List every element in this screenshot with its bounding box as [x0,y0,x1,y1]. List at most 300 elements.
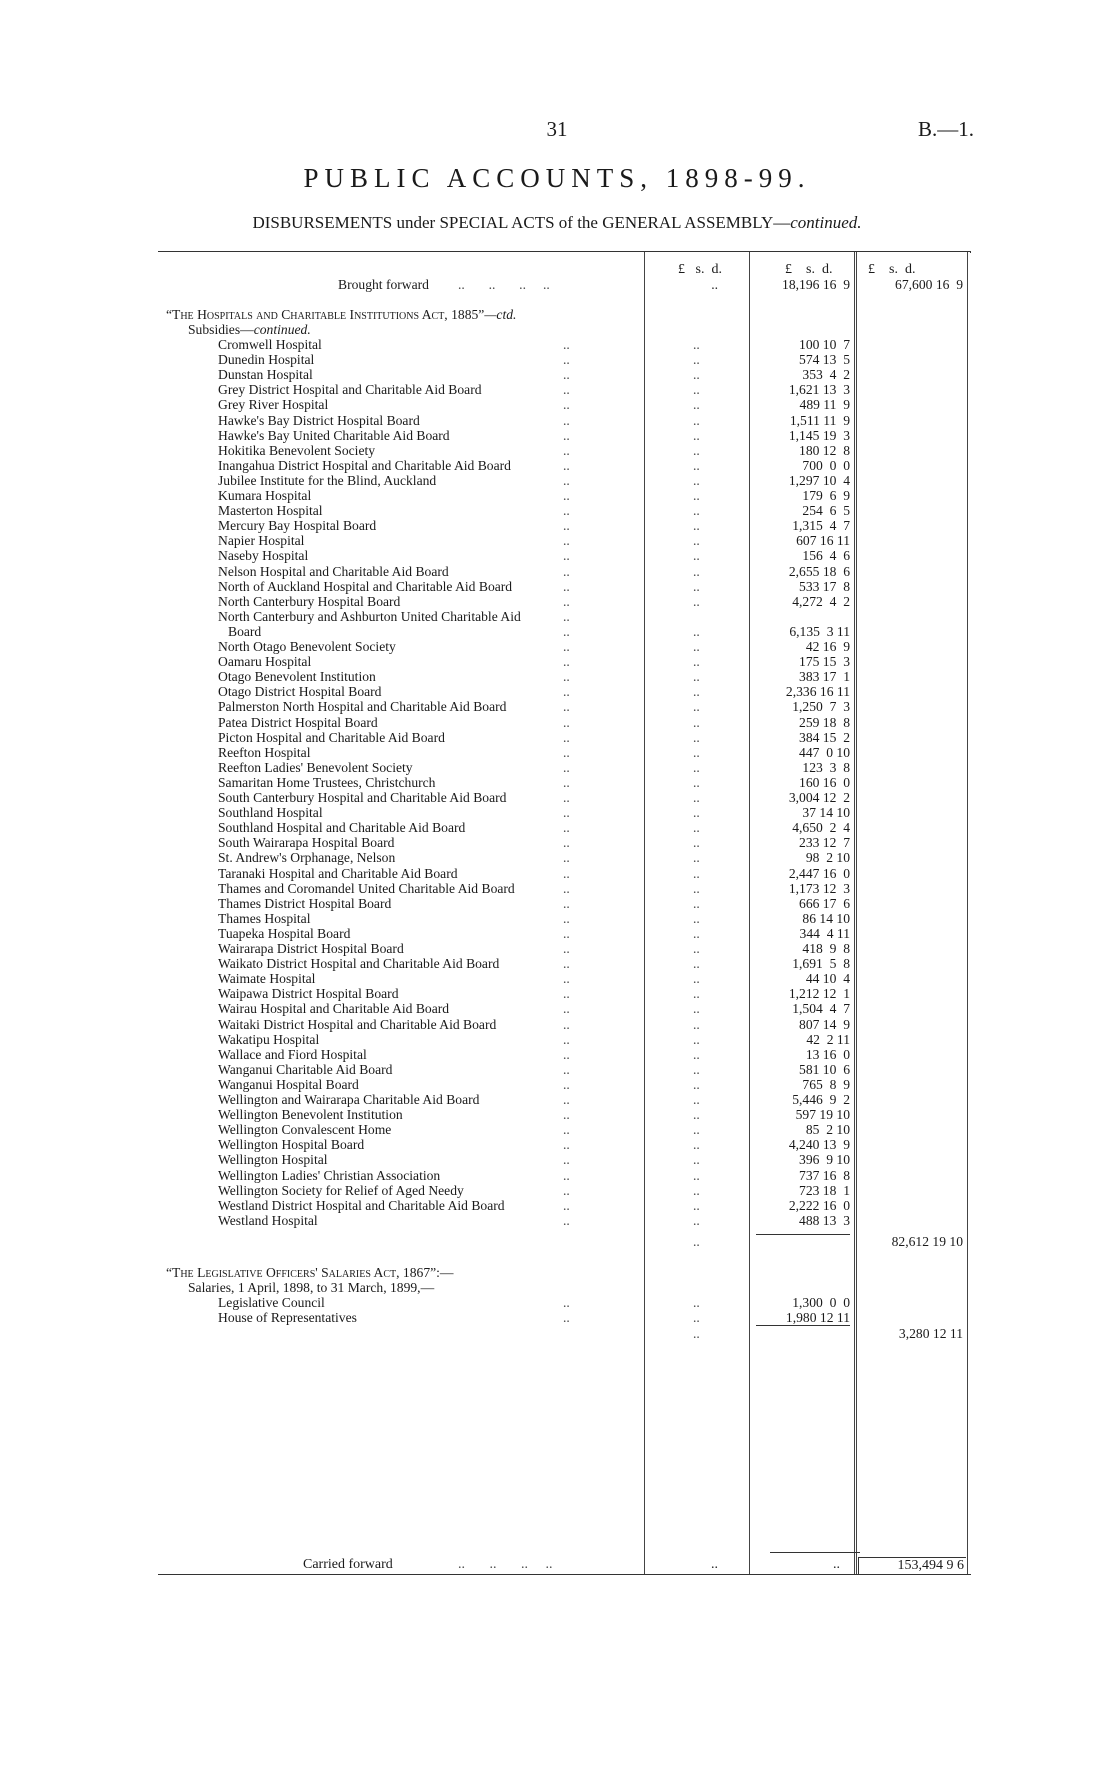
leader-dots: .. [693,986,700,1002]
brought-forward-col2: 18,196 16 9 [782,277,850,292]
leader-dots: .. [693,548,700,564]
item-label: Masterton Hospital [218,503,323,519]
table-row [158,956,971,971]
section1-total: 82,612 19 10 [891,1234,963,1249]
item-amount: 447 0 10 [799,744,850,760]
leader-dots: .. [693,1295,700,1310]
leader-dots: .. [563,608,570,624]
item-amount: 488 13 3 [799,1212,850,1228]
item-label: Reefton Hospital [218,744,311,760]
item-amount: 666 17 6 [799,895,850,911]
carried-forward-col2: .. [833,1557,840,1572]
leader-dots: .. .. .. .. [458,1557,553,1572]
leader-dots: .. [693,714,700,730]
table-row [158,1310,971,1325]
table-row [158,790,971,805]
table-row [158,866,971,881]
leader-dots: .. [693,1197,700,1213]
leader-dots: .. [563,578,570,594]
item-label: Waipawa District Hospital Board [218,986,399,1002]
leader-dots: .. [563,1107,570,1123]
leader-dots: .. [563,820,570,836]
item-label: South Canterbury Hospital and Charitable Aid Board [218,790,507,805]
section1-ctd: —ctd. [484,307,517,322]
leader-dots: .. [563,1152,570,1168]
table-row [158,428,971,443]
brought-forward-label: Brought forward [338,277,429,292]
item-label: North Otago Benevolent Society [218,639,396,654]
leader-dots: .. [693,1122,700,1138]
item-amount: 123 3 8 [802,759,850,775]
leader-dots: .. [693,729,700,745]
leader-dots: .. [563,563,570,579]
table-row [158,699,971,714]
item-amount: 2,447 16 0 [788,865,850,881]
leader-dots: .. [563,1016,570,1032]
leader-dots: .. [563,1122,570,1138]
item-amount: 1,621 13 3 [788,382,850,398]
leader-dots: .. [563,654,570,670]
section2-salaries: Salaries, 1 April, 1898, to 31 March, 1899,— [188,1280,435,1295]
leader-dots: .. [563,805,570,821]
table-row [158,654,971,669]
carried-rule [770,1552,860,1553]
item-label: Inangahua District Hospital and Charitable Aid Board [218,457,511,473]
item-label: Dunedin Hospital [218,352,315,368]
item-amount: 175 15 3 [799,654,850,670]
item-amount: 1,212 12 1 [788,986,850,1002]
item-amount: 1,173 12 3 [788,880,850,896]
table-row [158,337,971,352]
item-amount: 574 13 5 [799,352,850,368]
item-label: Hawke's Bay United Charitable Aid Board [218,427,450,443]
table-row [158,1107,971,1122]
item-label: Wellington Hospital [218,1152,328,1168]
leader-dots: .. [563,1046,570,1062]
leader-dots: .. [693,1182,700,1198]
leader-dots: .. [563,835,570,851]
item-label: Taranaki Hospital and Charitable Aid Board [218,865,458,881]
leader-dots: .. [693,503,700,519]
leader-dots: .. [693,457,700,473]
table-row [158,805,971,820]
section2-total-row [158,1326,971,1341]
item-label: Thames and Coromandel United Charitable Aid Board [218,880,515,896]
item-label: North Canterbury and Ashburton United Charitable Aid [218,608,521,624]
leader-dots: .. [693,925,700,941]
table-row [158,775,971,790]
leader-dots: .. [563,790,570,805]
brought-forward-col1: .. [711,277,718,292]
table-row [158,896,971,911]
leader-dots: .. .. .. .. [458,277,550,292]
item-label: Hokitika Benevolent Society [218,442,376,458]
leader-dots: .. [693,1031,700,1047]
item-label: South Wairarapa Hospital Board [218,835,395,851]
subtitle-text: DISBURSEMENTS under SPECIAL ACTS of the GENERAL ASSEMBLY— [252,213,791,232]
item-label: St. Andrew's Orphanage, Nelson [218,850,396,866]
leader-dots: .. [693,1212,700,1228]
table-row [158,1001,971,1016]
item-amount: 2,655 18 6 [788,563,850,579]
item-amount: 100 10 7 [799,337,850,352]
table-row [158,518,971,533]
item-label: Picton Hospital and Charitable Aid Board [218,729,445,745]
item-amount: 6,135 3 11 [789,623,850,639]
item-amount: 807 14 9 [799,1016,850,1032]
leader-dots: .. [693,941,700,956]
brought-forward-row [158,277,971,292]
item-label: Wallace and Fiord Hospital [218,1046,367,1062]
item-label: Nelson Hospital and Charitable Aid Board [218,563,449,579]
leader-dots: .. [563,639,570,654]
leader-dots: .. [563,699,570,715]
leader-dots: .. [693,759,700,775]
table-row [158,624,971,639]
leader-dots: .. [563,457,570,473]
item-label: Wakatipu Hospital [218,1031,320,1047]
carried-forward-row [158,1557,971,1573]
leader-dots: .. [563,1092,570,1107]
leader-dots: .. [693,367,700,383]
item-label: Southland Hospital and Charitable Aid Board [218,820,466,836]
item-amount: 13 16 0 [805,1046,850,1062]
leader-dots: .. [693,1234,700,1249]
item-amount: 396 9 10 [799,1152,850,1168]
item-amount: 233 12 7 [799,835,850,851]
section2-heading [158,1265,971,1280]
carried-forward-col1: .. [711,1557,718,1572]
table-row [158,1122,971,1137]
leader-dots: .. [563,1212,570,1228]
carried-forward-col3: 153,494 9 6 [858,1557,966,1575]
subtitle-continued: continued. [790,213,862,232]
leader-dots: .. [693,956,700,972]
item-amount: 607 16 11 [796,533,850,549]
leader-dots: .. [693,397,700,413]
table-row [158,835,971,850]
item-label: Palmerston North Hospital and Charitable Aid Board [218,699,507,715]
leader-dots: .. [563,1061,570,1077]
leader-dots: .. [563,1137,570,1153]
table-row [158,639,971,654]
item-amount: 2,336 16 11 [785,684,850,700]
item-label: Legislative Council [218,1295,325,1310]
item-label: Grey District Hospital and Charitable Aid Board [218,382,482,398]
leader-dots: .. [563,714,570,730]
item-amount: 4,240 13 9 [788,1137,850,1153]
leader-dots: .. [693,820,700,836]
leader-dots: .. [693,488,700,503]
leader-dots: .. [563,1167,570,1183]
table-row [158,382,971,397]
leader-dots: .. [563,518,570,534]
table-row [158,564,971,579]
item-label: Wairau Hospital and Charitable Aid Board [218,1001,450,1017]
item-amount: 1,300 0 0 [792,1295,850,1310]
item-amount: 581 10 6 [799,1061,850,1077]
item-label: Wellington Convalescent Home [218,1122,392,1138]
item-amount: 723 18 1 [799,1182,850,1198]
leader-dots: .. [563,352,570,368]
table-row [158,1295,971,1310]
item-label: North of Auckland Hospital and Charitable Aid Board [218,578,513,594]
leader-dots: .. [563,684,570,700]
item-amount: 1,511 11 9 [789,412,850,428]
leader-dots: .. [563,593,570,609]
table-row [158,1137,971,1152]
item-label: House of Representatives [218,1310,357,1325]
table-row [158,352,971,367]
leader-dots: .. [693,669,700,685]
item-amount: 1,691 5 8 [792,956,850,972]
table-row [158,745,971,760]
leader-dots: .. [563,337,570,352]
section1-total-row [158,1234,971,1249]
item-amount: 344 4 11 [799,925,850,941]
page-subtitle [0,213,1114,233]
leader-dots: .. [693,1107,700,1123]
leader-dots: .. [563,895,570,911]
item-amount: 3,004 12 2 [788,790,850,805]
item-amount: 384 15 2 [799,729,850,745]
item-label: Board [228,623,262,639]
item-label: Kumara Hospital [218,488,312,503]
item-label: Cromwell Hospital [218,337,322,352]
table-row [158,1047,971,1062]
table-row [158,730,971,745]
leader-dots: .. [563,759,570,775]
leader-dots: .. [563,1197,570,1213]
leader-dots: .. [693,1167,700,1183]
leader-dots: .. [693,533,700,549]
leader-dots: .. [563,865,570,881]
table-row [158,533,971,548]
item-amount: 5,446 9 2 [792,1092,850,1107]
table-row [158,715,971,730]
leader-dots: .. [563,910,570,926]
item-label: North Canterbury Hospital Board [218,593,401,609]
section2-act-title: “The Legislative Officers' Salaries Act, 1867” [166,1265,437,1280]
table-row [158,367,971,382]
item-amount: 2,222 16 0 [788,1197,850,1213]
leader-dots: .. [563,503,570,519]
column-header-1: £ s. d. [678,262,722,277]
leader-dots: .. [693,971,700,987]
leader-dots: .. [693,382,700,398]
table-row [158,1092,971,1107]
item-label: Wanganui Hospital Board [218,1076,359,1092]
item-amount: 1,145 19 3 [788,427,850,443]
leader-dots: .. [563,941,570,956]
item-label: Westland District Hospital and Charitable Aid Board [218,1197,505,1213]
leader-dots: .. [693,790,700,805]
brought-forward-col3: 67,600 16 9 [895,277,963,292]
item-amount: 700 0 0 [802,457,850,473]
table-row [158,684,971,699]
table-row [158,820,971,835]
item-amount: 737 16 8 [799,1167,850,1183]
section1-subsidies: Subsidies— [188,322,254,337]
item-label: Waikato District Hospital and Charitable Aid Board [218,956,500,972]
page-number: 31 [546,117,568,141]
section1-subheading [158,322,971,337]
item-amount: 85 2 10 [805,1122,850,1138]
leader-dots: .. [563,488,570,503]
table-row [158,579,971,594]
item-amount: 44 10 4 [805,971,850,987]
item-label: Patea District Hospital Board [218,714,378,730]
leader-dots: .. [563,1295,570,1310]
table-row [158,1017,971,1032]
table-row [158,1152,971,1167]
item-label: Wanganui Charitable Aid Board [218,1061,393,1077]
leader-dots: .. [563,623,570,639]
item-amount: 156 4 6 [802,548,850,564]
leader-dots: .. [563,774,570,790]
item-amount: 37 14 10 [802,805,850,821]
table-row [158,548,971,563]
table-row [158,986,971,1001]
table-row [158,911,971,926]
leader-dots: .. [563,880,570,896]
item-amount: 4,272 4 2 [792,593,850,609]
table-row [158,413,971,428]
item-amount: 4,650 2 4 [792,820,850,836]
item-amount: 86 14 10 [802,910,850,926]
leader-dots: .. [693,1016,700,1032]
leader-dots: .. [693,1326,700,1341]
item-amount: 42 2 11 [806,1031,850,1047]
leader-dots: .. [563,850,570,866]
leader-dots: .. [563,367,570,383]
item-label: Thames District Hospital Board [218,895,392,911]
leader-dots: .. [693,1076,700,1092]
table-row [158,971,971,986]
section2-heading-tail: :— [436,1265,454,1280]
leader-dots: .. [563,956,570,972]
item-amount: 1,250 7 3 [792,699,850,715]
item-label: Southland Hospital [218,805,323,821]
leader-dots: .. [563,472,570,488]
item-amount: 489 11 9 [799,397,850,413]
leader-dots: .. [693,1310,700,1325]
item-label: Westland Hospital [218,1212,318,1228]
leader-dots: .. [563,427,570,443]
leader-dots: .. [563,986,570,1002]
item-label: Oamaru Hospital [218,654,312,670]
item-label: Naseby Hospital [218,548,309,564]
item-amount: 418 9 8 [802,941,850,956]
item-amount: 533 17 8 [799,578,850,594]
table-row [158,503,971,518]
item-label: Wellington and Wairarapa Charitable Aid Board [218,1092,480,1107]
table-row [158,881,971,896]
table-row [158,850,971,865]
table-row [158,1062,971,1077]
disbursements-table [158,251,971,1575]
item-amount: 1,980 12 11 [785,1310,850,1325]
table-row [158,488,971,503]
item-amount: 1,504 4 7 [792,1001,850,1017]
leader-dots: .. [693,895,700,911]
item-label: Wellington Benevolent Institution [218,1107,403,1123]
leader-dots: .. [563,744,570,760]
leader-dots: .. [693,518,700,534]
leader-dots: .. [693,684,700,700]
carried-forward-label: Carried forward [303,1557,393,1572]
leader-dots: .. [563,1031,570,1047]
item-label: Dunstan Hospital [218,367,313,383]
leader-dots: .. [693,472,700,488]
leader-dots: .. [693,1001,700,1017]
item-label: Wellington Society for Relief of Aged Needy [218,1182,464,1198]
table-row [158,458,971,473]
item-label: Wellington Hospital Board [218,1137,365,1153]
table-row [158,1198,971,1213]
leader-dots: .. [693,880,700,896]
leader-dots: .. [563,412,570,428]
table-row [158,473,971,488]
table-row [158,941,971,956]
item-label: Grey River Hospital [218,397,329,413]
table-row [158,443,971,458]
leader-dots: .. [693,337,700,352]
leader-dots: .. [693,744,700,760]
item-label: Waimate Hospital [218,971,316,987]
leader-dots: .. [693,805,700,821]
leader-dots: .. [693,865,700,881]
section2-total: 3,280 12 11 [898,1326,963,1341]
item-amount: 254 6 5 [802,503,850,519]
leader-dots: .. [693,563,700,579]
item-label: Otago District Hospital Board [218,684,382,700]
leader-dots: .. [693,1046,700,1062]
leader-dots: .. [693,639,700,654]
leader-dots: .. [563,925,570,941]
page-title: PUBLIC ACCOUNTS, 1898-99. [303,163,811,193]
item-amount: 98 2 10 [805,850,850,866]
leader-dots: .. [693,850,700,866]
leader-dots: .. [563,533,570,549]
leader-dots: .. [693,352,700,368]
item-label: Samaritan Home Trustees, Christchurch [218,774,436,790]
table-row [158,594,971,609]
section1-continued: continued. [253,322,311,337]
item-label: Thames Hospital [218,910,311,926]
leader-dots: .. [563,1076,570,1092]
item-label: Jubilee Institute for the Blind, Auckland [218,472,437,488]
item-label: Wellington Ladies' Christian Association [218,1167,441,1183]
item-amount: 1,315 4 7 [792,518,850,534]
item-amount: 42 16 9 [805,639,850,654]
leader-dots: .. [563,1182,570,1198]
leader-dots: .. [693,593,700,609]
table-row [158,609,971,624]
table-row [158,1077,971,1092]
item-label: Tuapeka Hospital Board [218,925,351,941]
leader-dots: .. [693,1152,700,1168]
section2-subheading [158,1280,971,1295]
item-label: Reefton Ladies' Benevolent Society [218,759,413,775]
leader-dots: .. [693,442,700,458]
section1-act-title: “The Hospitals and Charitable Institutions Act, 1885” [166,307,485,322]
table-row [158,1032,971,1047]
item-amount: 597 19 10 [795,1107,850,1123]
item-amount: 160 16 0 [799,774,850,790]
item-amount: 259 18 8 [799,714,850,730]
item-amount: 179 6 9 [802,488,850,503]
